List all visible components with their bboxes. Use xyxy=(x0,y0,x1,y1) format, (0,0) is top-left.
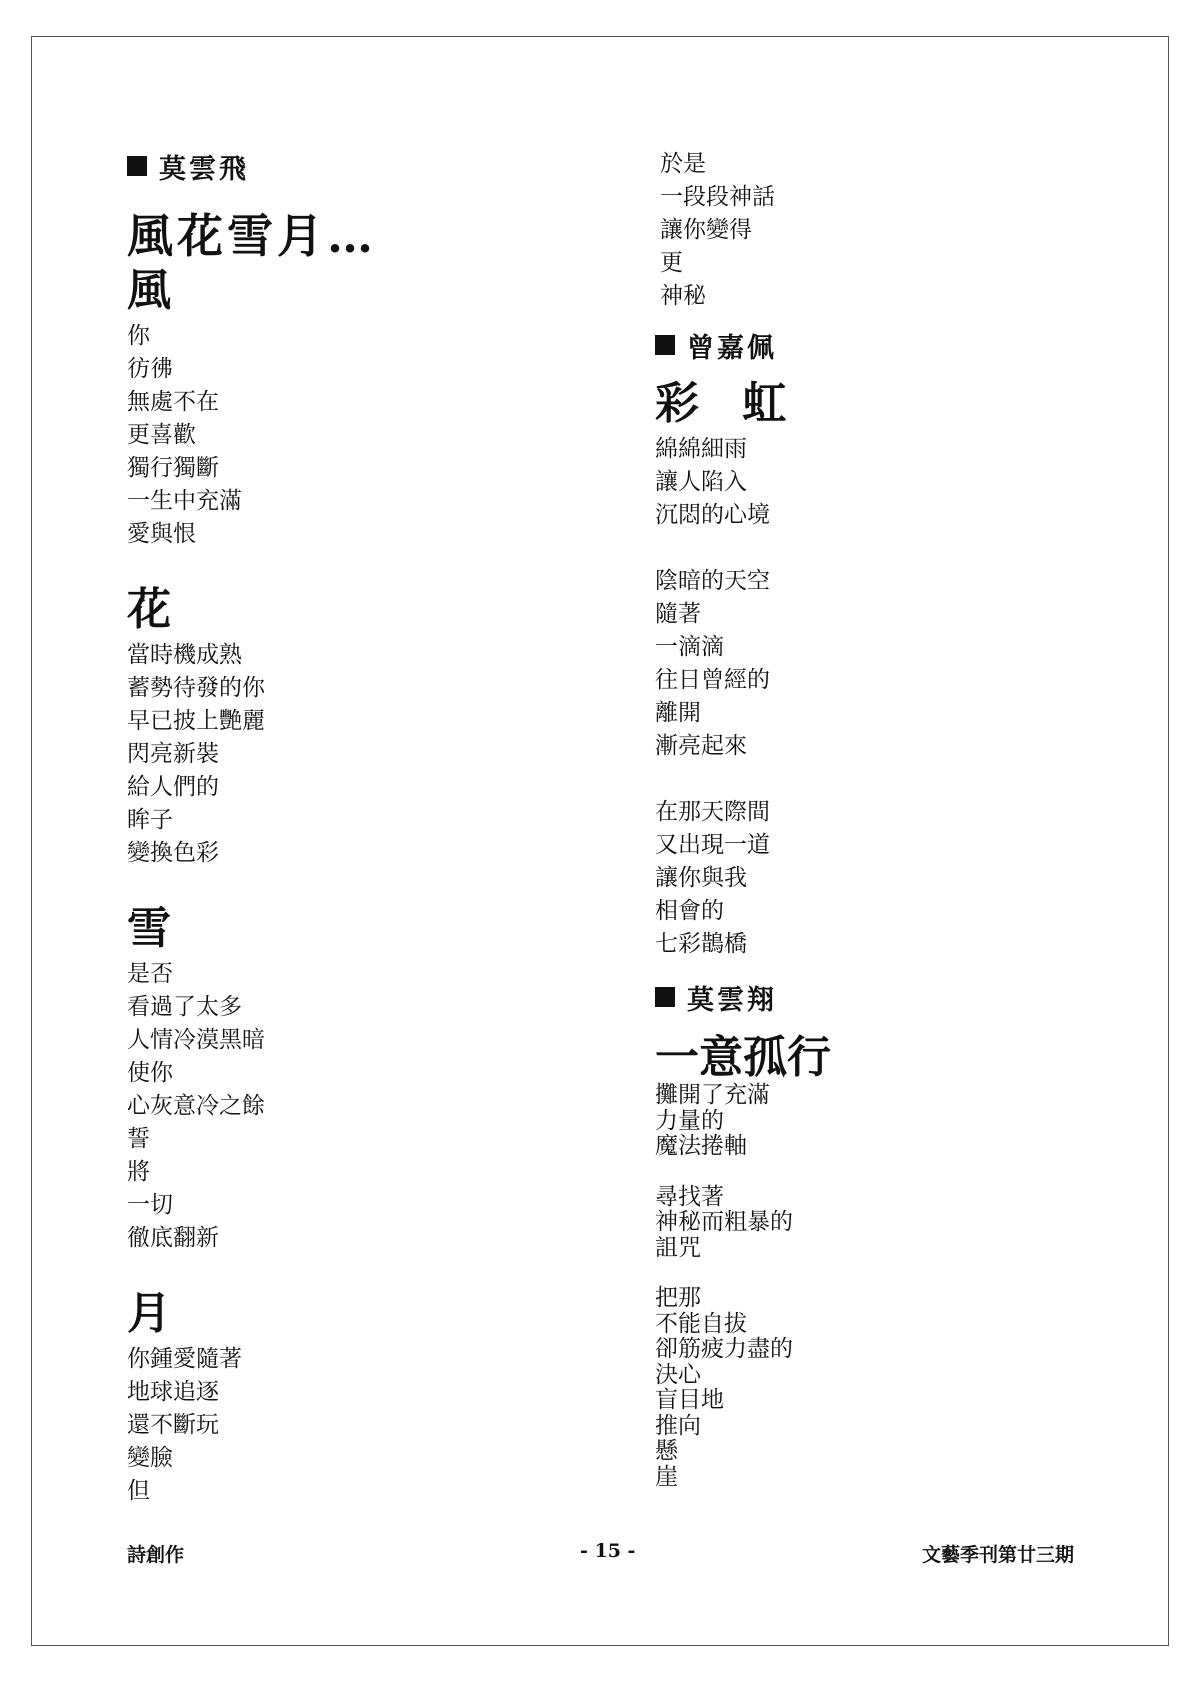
poem-line: 當時機成熟 xyxy=(127,642,242,668)
poem-line: 使你 xyxy=(127,1060,173,1086)
poem-line: 漸亮起來 xyxy=(655,733,747,759)
poem-line: 盲目地 xyxy=(655,1387,724,1413)
poem3-author-name: 莫雲翔 xyxy=(687,984,777,1016)
poem-line: 變換色彩 xyxy=(127,840,219,866)
poem1-continuation xyxy=(655,148,1115,313)
footer-page-number: - 15 - xyxy=(580,1540,636,1562)
poem2-stanza-2 xyxy=(655,565,1115,763)
section-heading: 月 xyxy=(127,1288,171,1339)
section-heading: 花 xyxy=(127,584,171,635)
poem-line: 看過了太多 xyxy=(127,994,242,1020)
poem-line: 陰暗的天空 xyxy=(655,568,770,594)
poem-line: 魔法捲軸 xyxy=(655,1133,747,1159)
poem-line: 神秘而粗暴的 xyxy=(655,1209,793,1235)
poem-line: 綿綿細雨 xyxy=(655,436,747,462)
poem-line: 一段段神話 xyxy=(660,184,775,210)
poem-line: 推向 xyxy=(655,1412,701,1439)
poem2-stanza-3 xyxy=(655,796,1115,961)
poem-line: 蓄勢待發的你 xyxy=(127,675,265,701)
section-lines xyxy=(127,639,567,870)
poem-line: 變臉 xyxy=(127,1445,173,1471)
poem-line: 但 xyxy=(127,1478,150,1504)
section-heading: 雪 xyxy=(127,903,171,954)
poem-line: 一滴滴 xyxy=(655,634,724,660)
poem1-author-name: 莫雲飛 xyxy=(159,153,249,185)
poem-line: 詛咒 xyxy=(655,1234,701,1261)
poem-line: 懸 xyxy=(655,1438,678,1464)
poem-line: 尋找著 xyxy=(655,1183,724,1210)
section-lines xyxy=(127,320,567,551)
poem-line: 還不斷玩 xyxy=(127,1412,219,1438)
poem-line: 誓 xyxy=(127,1126,150,1152)
poem-line: 給人們的 xyxy=(127,774,219,800)
poem1-section-2 xyxy=(127,581,567,870)
poem1-section-4 xyxy=(127,1285,567,1508)
left-column xyxy=(127,148,567,1508)
poem2-author-name: 曾嘉佩 xyxy=(687,332,777,364)
poem-line: 將 xyxy=(127,1159,150,1185)
poem-line: 你 xyxy=(127,323,150,349)
square-bullet-icon xyxy=(127,156,147,176)
poem1-title: 風花雪月… xyxy=(127,209,377,263)
section-lines xyxy=(127,958,567,1255)
poem2-title: 彩 虹 xyxy=(655,378,801,429)
poem-line: 你鍾愛隨著 xyxy=(127,1346,242,1372)
poem1-author xyxy=(127,148,567,184)
poem-line: 徹底翻新 xyxy=(127,1225,219,1251)
poem-line: 無處不在 xyxy=(127,389,219,415)
poem-line: 彷彿 xyxy=(127,356,173,382)
poem-line: 一切 xyxy=(127,1192,173,1218)
footer-publication: 文藝季刊第廿三期 xyxy=(922,1544,1075,1566)
poem3-stanza-2 xyxy=(655,1185,1115,1262)
poem-line: 人情冷漠黑暗 xyxy=(127,1027,265,1053)
poem-line: 神秘 xyxy=(660,283,706,309)
poem-line: 離開 xyxy=(655,700,701,726)
poem-line: 心灰意冷之餘 xyxy=(127,1093,265,1119)
poem-line: 地球追逐 xyxy=(127,1379,219,1405)
poem-line: 早已披上艷麗 xyxy=(127,708,265,734)
poem2-stanza-1 xyxy=(655,433,1115,532)
poem-line: 沉悶的心境 xyxy=(655,502,770,528)
poem-line: 讓你與我 xyxy=(655,865,747,891)
poem-line: 決心 xyxy=(655,1361,701,1388)
poem2-author xyxy=(655,327,1115,363)
poem-line: 獨行獨斷 xyxy=(127,455,219,481)
poem-line: 不能自拔 xyxy=(655,1310,747,1337)
section-heading: 風 xyxy=(127,265,171,316)
poem-line: 又出現一道 xyxy=(655,832,770,858)
section-lines xyxy=(127,1343,567,1508)
poem1-section-1 xyxy=(127,262,567,551)
poem-line: 是否 xyxy=(127,961,173,987)
poem3-author xyxy=(655,979,1115,1015)
poem3-stanza-3 xyxy=(655,1286,1115,1490)
poem-line: 卻筋疲力盡的 xyxy=(655,1336,793,1362)
poem-line: 相會的 xyxy=(655,898,724,924)
poem-line: 在那天際間 xyxy=(655,799,770,825)
footer-section-label: 詩創作 xyxy=(127,1544,185,1566)
square-bullet-icon xyxy=(655,335,675,355)
poem-line: 讓你變得 xyxy=(660,217,752,243)
poem-line: 更喜歡 xyxy=(127,422,196,448)
poem3-stanza-1 xyxy=(655,1083,1115,1160)
poem-line: 攤開了充滿 xyxy=(655,1082,770,1108)
poem3-title: 一意孤行 xyxy=(655,1032,831,1083)
poem-line: 崖 xyxy=(655,1463,678,1490)
poem-line: 隨著 xyxy=(655,601,701,627)
square-bullet-icon xyxy=(655,987,675,1007)
poem-line: 往日曾經的 xyxy=(655,667,770,693)
poem-line: 眸子 xyxy=(127,807,173,833)
right-column xyxy=(655,148,1115,1490)
poem-line: 更 xyxy=(660,250,683,276)
poem-line: 愛與恨 xyxy=(127,521,196,547)
poem1-section-3 xyxy=(127,900,567,1255)
poem-line: 力量的 xyxy=(655,1107,724,1134)
poem-line: 於是 xyxy=(660,151,706,177)
poem-line: 把那 xyxy=(655,1285,701,1311)
poem-line: 讓人陷入 xyxy=(655,469,747,495)
poem-line: 閃亮新裝 xyxy=(127,741,219,767)
poem-line: 七彩鵲橋 xyxy=(655,931,747,957)
poem-line: 一生中充滿 xyxy=(127,488,242,514)
